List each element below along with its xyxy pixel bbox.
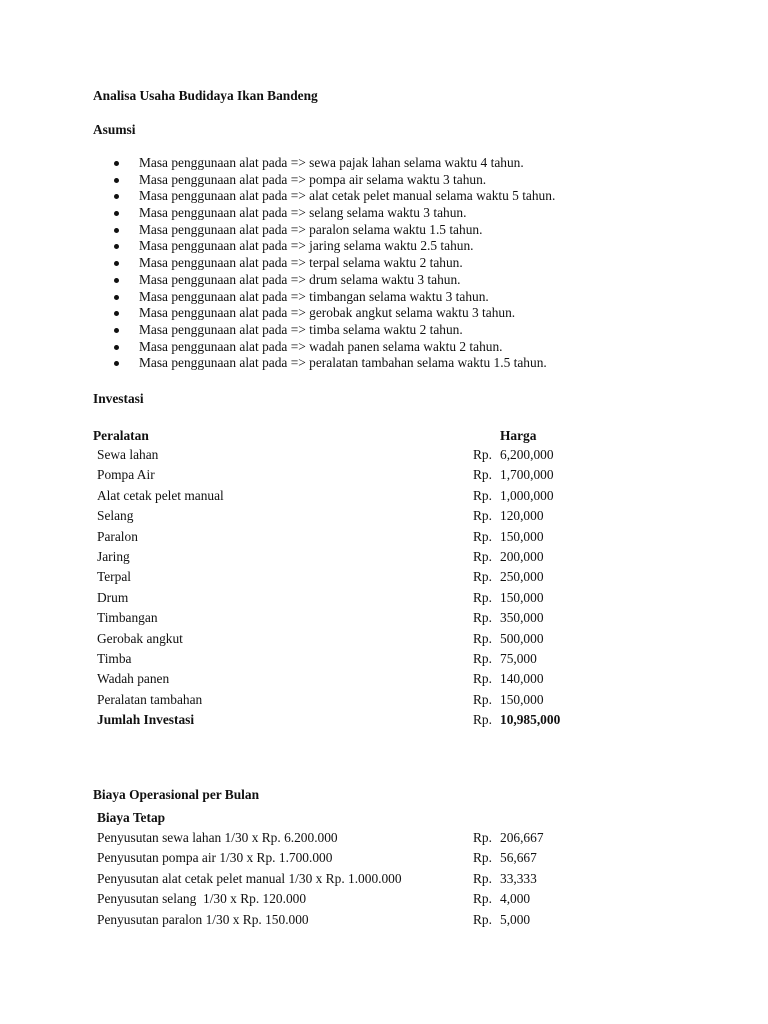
row-amount: 200,000: [500, 548, 544, 564]
table-row: [0, 527, 768, 547]
row-amount: 1,700,000: [500, 467, 554, 483]
table-row: [0, 567, 768, 587]
list-item: [0, 305, 768, 322]
bullet-icon: [114, 194, 119, 199]
list-item: [0, 255, 768, 272]
list-item-text: Masa penggunaan alat pada => paralon selama waktu 1.5 tahun.: [139, 221, 483, 237]
row-amount: 150,000: [500, 691, 544, 707]
operasional-heading: Biaya Operasional per Bulan: [93, 787, 260, 802]
row-label: Paralon: [97, 528, 138, 544]
row-amount: 4,000: [500, 891, 531, 907]
list-item: [0, 222, 768, 239]
list-item-text: Masa penggunaan alat pada => gerobak angkut selama waktu 3 tahun.: [139, 305, 516, 321]
list-item-text: Masa penggunaan alat pada => peralatan tambahan selama waktu 1.5 tahun.: [139, 355, 547, 371]
list-item-text: Masa penggunaan alat pada => timba selama waktu 2 tahun.: [139, 321, 463, 337]
list-item: [0, 172, 768, 189]
row-label: Alat cetak pelet manual: [97, 487, 224, 503]
list-item: [0, 272, 768, 289]
list-item-text: Masa penggunaan alat pada => drum selama waktu 3 tahun.: [139, 271, 461, 287]
currency-label: Rp.: [473, 447, 492, 462]
row-amount: 150,000: [500, 589, 544, 605]
total-amount: 10,985,000: [500, 712, 561, 728]
currency-label: Rp.: [473, 671, 492, 687]
table-row: [0, 828, 768, 848]
row-label: Gerobak angkut: [97, 630, 183, 646]
asumsi-heading: Asumsi: [93, 122, 136, 137]
row-amount: 75,000: [500, 650, 537, 666]
row-label: Timbangan: [97, 610, 158, 626]
row-amount: 5,000: [500, 911, 531, 927]
currency-label: Rp.: [473, 569, 492, 585]
table-row: [0, 465, 768, 485]
list-item: [0, 238, 768, 255]
table-row: [0, 690, 768, 710]
currency-label: Rp.: [473, 830, 492, 845]
bullet-icon: [114, 361, 119, 366]
table-row: [0, 848, 768, 868]
table-row: [0, 486, 768, 506]
bullet-icon: [114, 328, 119, 333]
currency-label: Rp.: [473, 630, 492, 646]
currency-label: Rp.: [473, 610, 492, 626]
table-row: [0, 445, 768, 465]
row-label: Penyusutan alat cetak pelet manual 1/30 x Rp. 1.000.000: [97, 870, 402, 886]
investasi-heading: Investasi: [93, 391, 144, 406]
row-label: Selang: [97, 508, 134, 524]
row-amount: 56,667: [500, 850, 537, 866]
currency-label: Rp.: [473, 891, 492, 907]
table-row: [0, 889, 768, 909]
table-row: [0, 629, 768, 649]
bullet-icon: [114, 311, 119, 316]
row-amount: 500,000: [500, 630, 544, 646]
row-amount: 350,000: [500, 610, 544, 626]
row-amount: 6,200,000: [500, 447, 554, 462]
list-item: [0, 322, 768, 339]
biaya-tetap-table: [0, 828, 768, 930]
investasi-table: [0, 445, 768, 730]
list-item-text: Masa penggunaan alat pada => selang selama waktu 3 tahun.: [139, 205, 467, 221]
row-amount: 120,000: [500, 508, 544, 524]
row-label: Terpal: [97, 569, 132, 585]
bullet-icon: [114, 178, 119, 183]
list-item-text: Masa penggunaan alat pada => jaring selama waktu 2.5 tahun.: [139, 238, 474, 254]
currency-label: Rp.: [473, 712, 492, 728]
currency-label: Rp.: [473, 467, 492, 483]
currency-label: Rp.: [473, 650, 492, 666]
table-row: [0, 869, 768, 889]
row-amount: 33,333: [500, 870, 537, 886]
table-row: [0, 547, 768, 567]
bullet-icon: [114, 161, 119, 166]
list-item: [0, 355, 768, 372]
currency-label: Rp.: [473, 691, 492, 707]
list-item: [0, 289, 768, 306]
row-label: Sewa lahan: [97, 447, 159, 462]
currency-label: Rp.: [473, 911, 492, 927]
document-title: Analisa Usaha Budidaya Ikan Bandeng: [93, 88, 318, 103]
bullet-icon: [114, 345, 119, 350]
currency-label: Rp.: [473, 528, 492, 544]
row-label: Wadah panen: [97, 671, 170, 687]
currency-label: Rp.: [473, 487, 492, 503]
list-item: [0, 188, 768, 205]
row-label: Jaring: [97, 548, 130, 564]
list-item: [0, 339, 768, 356]
row-label: Penyusutan pompa air 1/30 x Rp. 1.700.000: [97, 850, 333, 866]
list-item-text: Masa penggunaan alat pada => alat cetak pelet manual selama waktu 5 tahun.: [139, 188, 556, 204]
bullet-icon: [114, 244, 119, 249]
list-item-text: Masa penggunaan alat pada => pompa air selama waktu 3 tahun.: [139, 171, 487, 187]
asumsi-list: [0, 155, 768, 372]
row-label: Penyusutan sewa lahan 1/30 x Rp. 6.200.000: [97, 830, 338, 845]
bullet-icon: [114, 261, 119, 266]
currency-label: Rp.: [473, 850, 492, 866]
table-row: [0, 669, 768, 689]
column-header-peralatan: Peralatan: [93, 428, 149, 443]
table-row: [0, 649, 768, 669]
row-amount: 206,667: [500, 830, 544, 845]
row-label: Pompa Air: [97, 467, 155, 483]
list-item: [0, 155, 768, 172]
row-label: Penyusutan selang 1/30 x Rp. 120.000: [97, 891, 307, 907]
table-row: [0, 910, 768, 930]
row-amount: 1,000,000: [500, 487, 554, 503]
row-label: Drum: [97, 589, 129, 605]
currency-label: Rp.: [473, 508, 492, 524]
total-row: [0, 710, 768, 730]
currency-label: Rp.: [473, 870, 492, 886]
row-label: Peralatan tambahan: [97, 691, 203, 707]
table-row: [0, 608, 768, 628]
list-item-text: Masa penggunaan alat pada => terpal selama waktu 2 tahun.: [139, 255, 463, 271]
currency-label: Rp.: [473, 548, 492, 564]
table-row: [0, 588, 768, 608]
table-row: [0, 506, 768, 526]
column-header-harga: Harga: [500, 428, 537, 443]
row-label: Penyusutan paralon 1/30 x Rp. 150.000: [97, 911, 309, 927]
list-item: [0, 205, 768, 222]
list-item-text: Masa penggunaan alat pada => wadah panen selama waktu 2 tahun.: [139, 338, 503, 354]
currency-label: Rp.: [473, 589, 492, 605]
row-amount: 140,000: [500, 671, 544, 687]
bullet-icon: [114, 295, 119, 300]
row-label: Timba: [97, 650, 132, 666]
list-item-text: Masa penggunaan alat pada => timbangan selama waktu 3 tahun.: [139, 288, 489, 304]
list-item-text: Masa penggunaan alat pada => sewa pajak lahan selama waktu 4 tahun.: [139, 155, 524, 170]
total-label: Jumlah Investasi: [97, 712, 195, 728]
bullet-icon: [114, 278, 119, 283]
bullet-icon: [114, 211, 119, 216]
row-amount: 150,000: [500, 528, 544, 544]
biaya-tetap-heading: Biaya Tetap: [97, 810, 166, 825]
row-amount: 250,000: [500, 569, 544, 585]
bullet-icon: [114, 228, 119, 233]
